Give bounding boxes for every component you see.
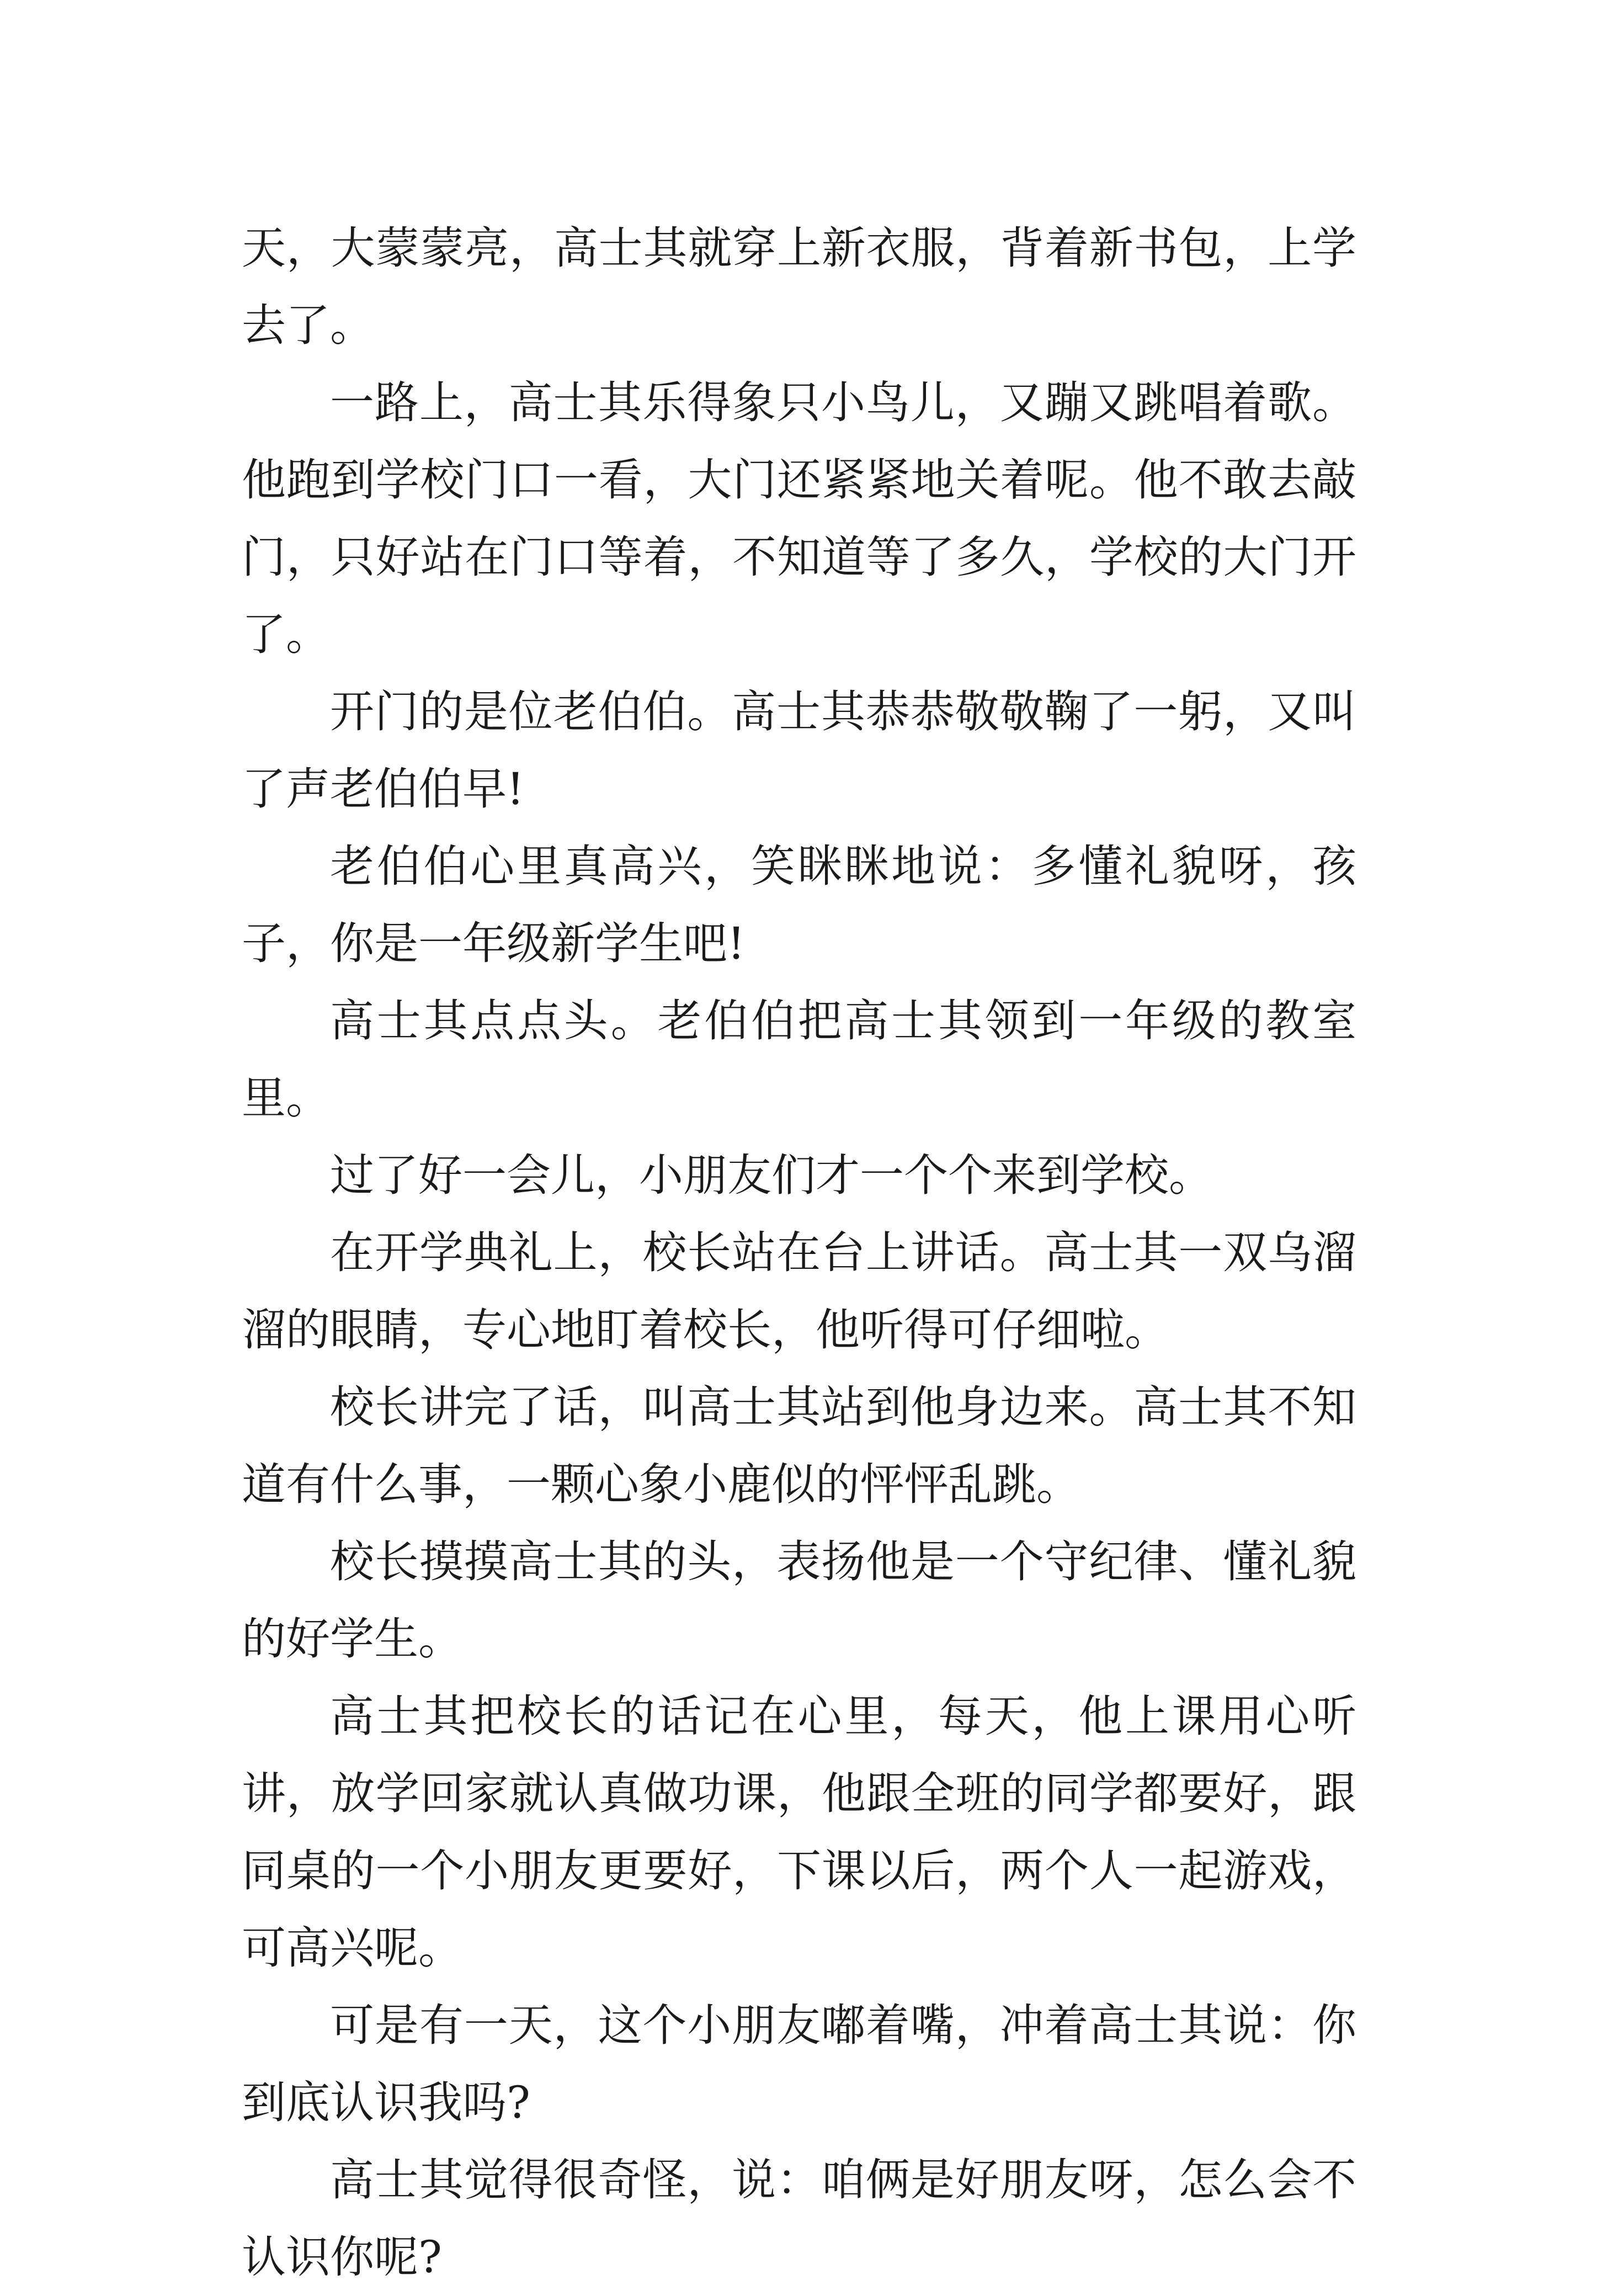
paragraph-8: 校长讲完了话，叫高士其站到他身边来。高士其不知道有什么事，一颗心象小鹿似的怦怦乱跳。 [242,1381,1356,1510]
paragraph-4: 老伯伯心里真高兴，笑眯眯地说：多懂礼貌呀，孩子，你是一年级新学生吧! [242,841,1356,969]
paragraph-7: 在开学典礼上，校长站在台上讲话。高士其一双乌溜溜的眼睛，专心地盯着校长，他听得可仔细啦。 [242,1227,1356,1356]
paragraph-3: 开门的是位老伯伯。高士其恭恭敬敬鞠了一躬，又叫了声老伯伯早! [242,686,1356,815]
paragraph-11: 可是有一天，这个小朋友嘟着嘴，冲着高士其说：你到底认识我吗? [242,2000,1356,2128]
paragraph-5: 高士其点点头。老伯伯把高士其领到一年级的教室里。 [242,995,1356,1124]
document-body [242,210,1356,2296]
paragraph-6: 过了好一会儿，小朋友们才一个个来到学校。 [330,1150,1213,1201]
paragraph-9: 校长摸摸高士其的头，表扬他是一个守纪律、懂礼貌的好学生。 [242,1536,1356,1665]
paragraph-2: 一路上，高士其乐得象只小鸟儿，又蹦又跳唱着歌。他跑到学校门口一看，大门还紧紧地关着呢。他不敢去敲门，只好站在门口等着，不知道等了多久，学校的大门开了。 [242,377,1356,660]
paragraph-10: 高士其把校长的话记在心里，每天，他上课用心听讲，放学回家就认真做功课，他跟全班的同学都要好，跟同桌的一个小朋友更要好，下课以后，两个人一起游戏，可高兴呢。 [242,1691,1356,1974]
paragraph-12: 高士其觉得很奇怪，说：咱俩是好朋友呀，怎么会不认识你呢? [242,2154,1356,2283]
paragraph-1: 天，大蒙蒙亮，高士其就穿上新衣服，背着新书包，上学去了。 [242,222,1356,351]
